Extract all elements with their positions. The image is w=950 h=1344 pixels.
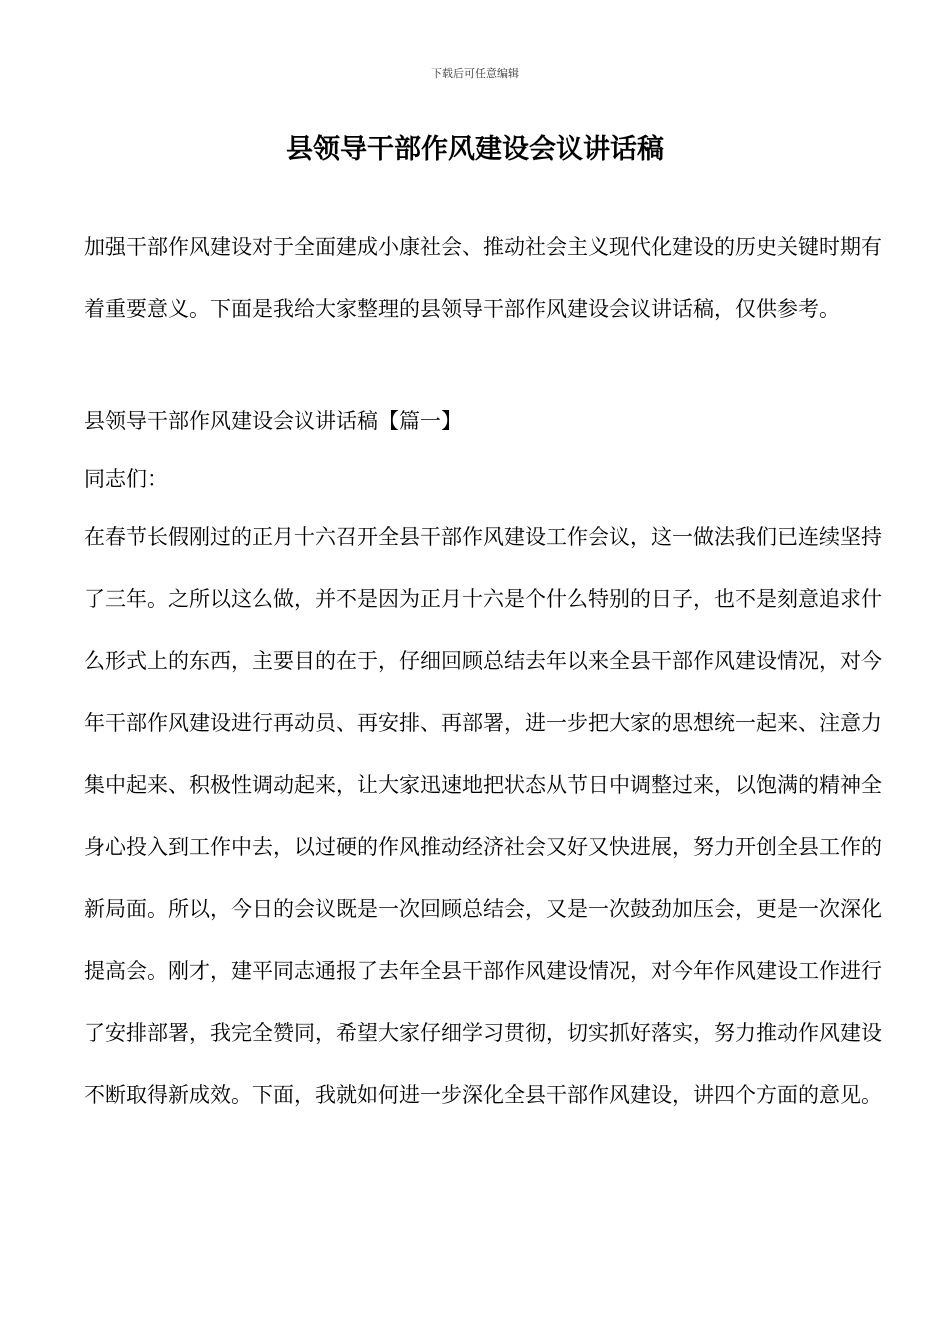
intro-paragraph: 加强干部作风建设对于全面建成小康社会、推动社会主义现代化建设的历史关键时期有着重要意义。下面是我给大家整理的县领导干部作风建设会议讲话稿，仅供参考。 bbox=[84, 235, 882, 321]
header-note: 下载后可任意编辑 bbox=[431, 67, 519, 80]
document-title: 县领导干部作风建设会议讲话稿 bbox=[286, 134, 664, 165]
greeting: 同志们： bbox=[84, 467, 168, 491]
main-paragraph: 在春节长假刚过的正月十六召开全县干部作风建设工作会议，这一做法我们已连续坚持了三年。之所以这么做，并不是因为正月十六是个什么特别的日子，也不是刻意追求什么形式上的东西，主要目的在于，仔细回顾总结去年以来全县干部作风建设情况，对今年干部作风建设进行再动员、再安排、再部署，进一步把大家的思想统一起来、注意力集中起来、积极性调动起来，让大家迅速地把状态从节日中调整过来，以饱满的精神全身心投入到工作中去，以过硬的作风推动经济社会又好又快进展，努力开创全县工作的新局面。所以，今日的会议既是一次回顾总结会，又是一次鼓劲加压会，更是一次深化提高会。刚才，建平同志通报了去年全县干部作风建设情况，对今年作风建设工作进行了安排部署，我完全赞同，希望大家仔细学习贯彻，切实抓好落实，努力推动作风建设不断取得新成效。下面，我就如何进一步深化全县干部作风建设，讲四个方面的意见。 bbox=[84, 525, 882, 1107]
section-heading: 县领导干部作风建设会议讲话稿【篇一】 bbox=[84, 409, 462, 433]
